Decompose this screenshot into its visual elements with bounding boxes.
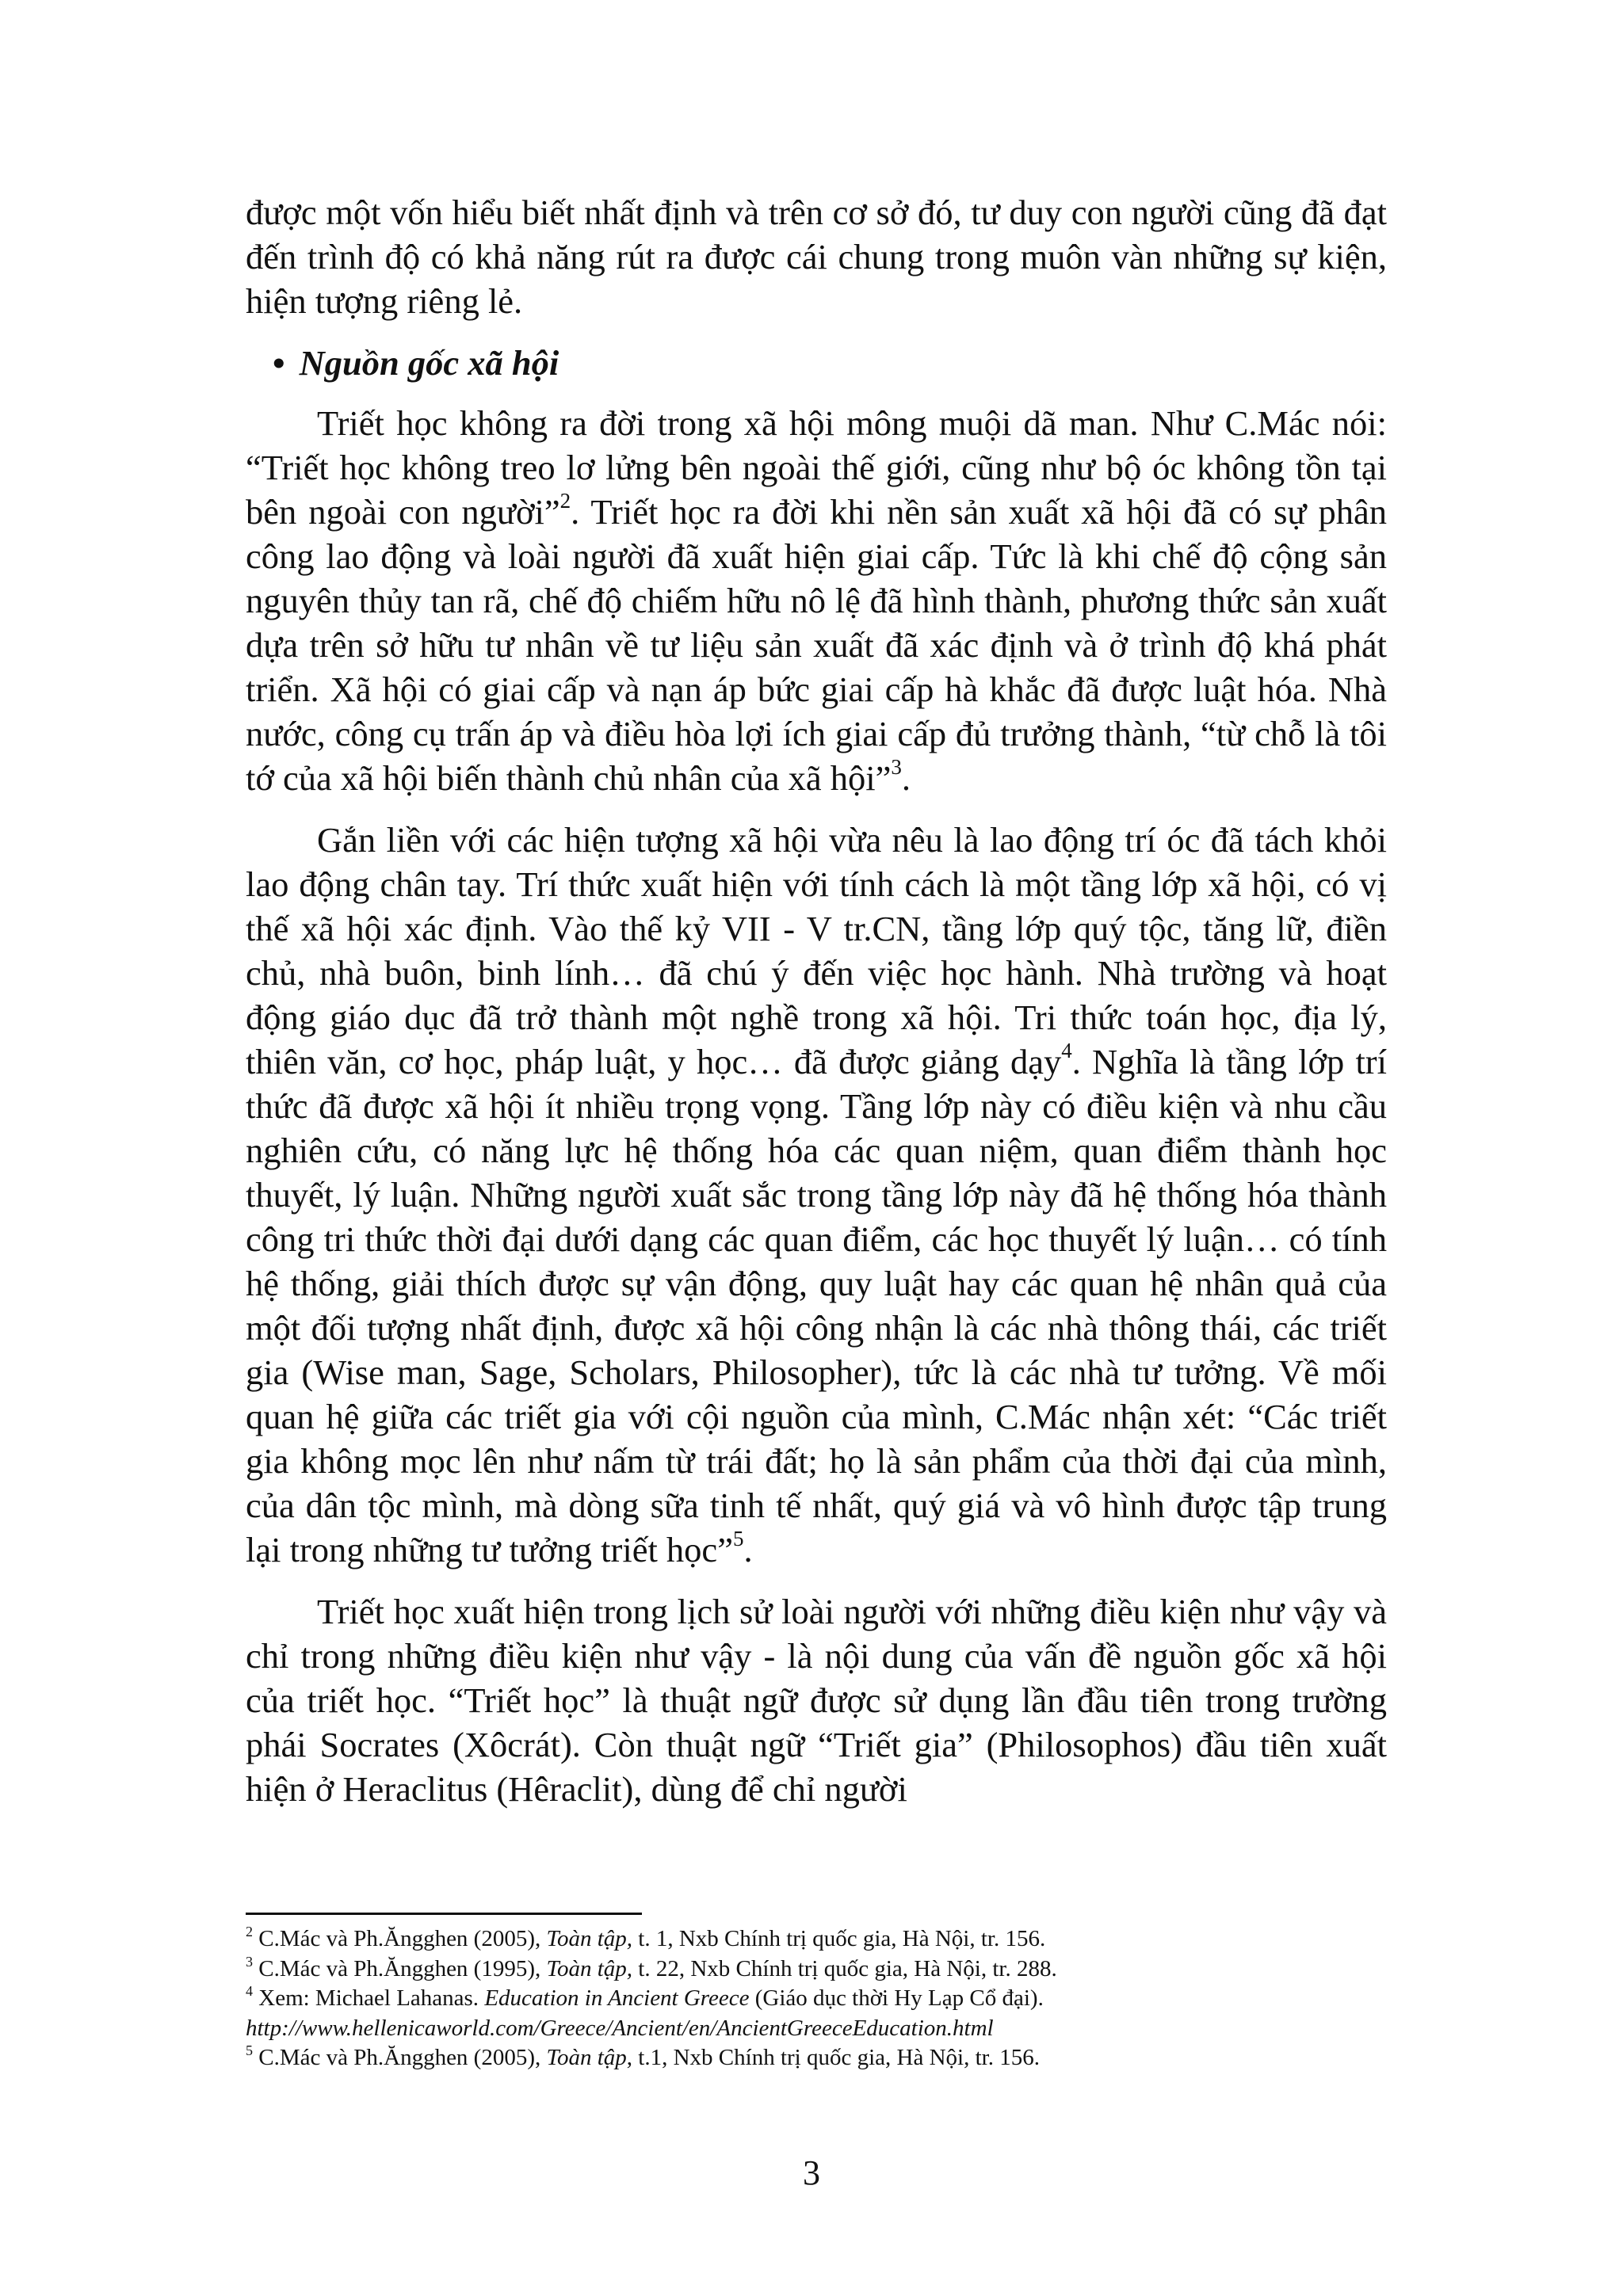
footnote-ref-4[interactable]: 4: [1061, 1039, 1072, 1062]
footnote-4-link[interactable]: http://www.hellenicaworld.com/Greece/Ancient/en/AncientGreeceEducation.html: [246, 2015, 994, 2041]
paragraph-2: Triết học không ra đời trong xã hội mông muội dã man. Như C.Mác nói: “Triết học không treo lơ lửng bên ngoài thế giới, cũng như bộ óc không tồn tại bên ngoài con người”$^2$. Triết học ra đời khi nền sản xuất xã hội đã có sự phân công lao động và loài người đã xuất hiện giai cấp. Tức là khi chế độ cộng sản nguyên thủy tan rã, chế độ chiếm hữu nô lệ đã hình thành, phương thức sản xuất dựa trên sở hữu tư nhân về tư liệu sản xuất đã xác định và ở trình độ khá phát triển. Xã hội có giai cấp và nạn áp bức giai cấp hà khắc đã được luật hóa. Nhà nước, công cụ trấn áp và điều hòa lợi ích giai cấp đủ trưởng thành, “từ chỗ là tôi tớ của xã hội biến thành chủ nhân của xã hội”$^3$.: [246, 403, 1387, 798]
footnote-ref-5[interactable]: 5: [732, 1527, 744, 1550]
footnote-ref-3[interactable]: 3: [891, 755, 902, 779]
paragraph-3: Gắn liền với các hiện tượng xã hội vừa nêu là lao động trí óc đã tách khỏi lao động chân tay. Trí thức xuất hiện với tính cách là một tầng lớp xã hội, có vị thế xã hội xác định. Vào thế kỷ VII - V tr.CN, tầng lớp quý tộc, tăng lữ, điền chủ, nhà buôn, binh lính… đã chú ý đến việc học hành. Nhà trường và hoạt động giáo dục đã trở thành một nghề trong xã hội. Tri thức toán học, địa lý, thiên văn, cơ học, pháp luật, y học… đã được giảng dạy$^4$. Nghĩa là tầng lớp trí thức đã được xã hội ít nhiều trọng vọng. Tầng lớp này có điều kiện và nhu cầu nghiên cứu, có năng lực hệ thống hóa các quan niệm, quan điểm thành học thuyết, lý luận. Những người xuất sắc trong tầng lớp này đã hệ thống hóa thành công tri thức thời đại dưới dạng các quan điểm, các học thuyết lý luận… có tính hệ thống, giải thích được sự vận động, quy luật hay các quan hệ nhân quả của một đối tượng nhất định, được xã hội công nhận là các nhà thông thái, các triết gia (Wise man, Sage, Scholars, Philosopher), tức là các nhà tư tưởng. Về mối quan hệ giữa các triết gia với cội nguồn của mình, C.Mác nhận xét: “Các triết gia không mọc lên như nấm từ trái đất; họ là sản phẩm của thời đại của mình, của dân tộc mình, mà dòng sữa tinh tế nhất, quý giá và vô hình được tập trung lại trong những tư tưởng triết học”$^5$.: [246, 820, 1387, 1569]
bullet-icon: •: [273, 343, 285, 383]
heading-text: Nguồn gốc xã hội: [299, 343, 559, 383]
page-number: 3: [803, 2153, 820, 2192]
footnote-2: $^2$ C.Mác và Ph.Ăngghen (2005), Toàn tập, t. 1, Nxb Chính trị quốc gia, Hà Nội, tr. 156.: [246, 1924, 1046, 1951]
footnote-3: $^3$ C.Mác và Ph.Ăngghen (1995), Toàn tập, t. 22, Nxb Chính trị quốc gia, Hà Nội, tr. 288.: [246, 1953, 1057, 1981]
footnote-5: $^5$ C.Mác và Ph.Ăngghen (2005), Toàn tập, t.1, Nxb Chính trị quốc gia, Hà Nội, tr. 156.: [246, 2042, 1040, 2070]
footnote-divider: [246, 1913, 642, 1915]
footnotes-section: [246, 1913, 1387, 2073]
document-body: [246, 190, 1387, 1811]
paragraph-4: Triết học xuất hiện trong lịch sử loài người với những điều kiện như vậy và chỉ trong những điều kiện như vậy - là nội dung của vấn đề nguồn gốc xã hội của triết học. “Triết học” là thuật ngữ được sử dụng lần đầu tiên trong trường phái Socrates (Xôcrát). Còn thuật ngữ “Triết gia” (Philosophos) đầu tiên xuất hiện ở Heraclitus (Hêraclit), dùng để chỉ người: [246, 1592, 1387, 1809]
section-heading: [246, 341, 1387, 385]
footnote-ref-2[interactable]: 2: [559, 489, 571, 513]
paragraph-1: được một vốn hiểu biết nhất định và trên cơ sở đó, tư duy con người cũng đã đạt đến trình độ có khả năng rút ra được cái chung trong muôn vàn những sự kiện, hiện tượng riêng lẻ.: [246, 193, 1387, 321]
footnote-4: $^4$ Xem: Michael Lahanas. Education in Ancient Greece (Giáo dục thời Hy Lạp Cổ đại).: [246, 1983, 1044, 2011]
